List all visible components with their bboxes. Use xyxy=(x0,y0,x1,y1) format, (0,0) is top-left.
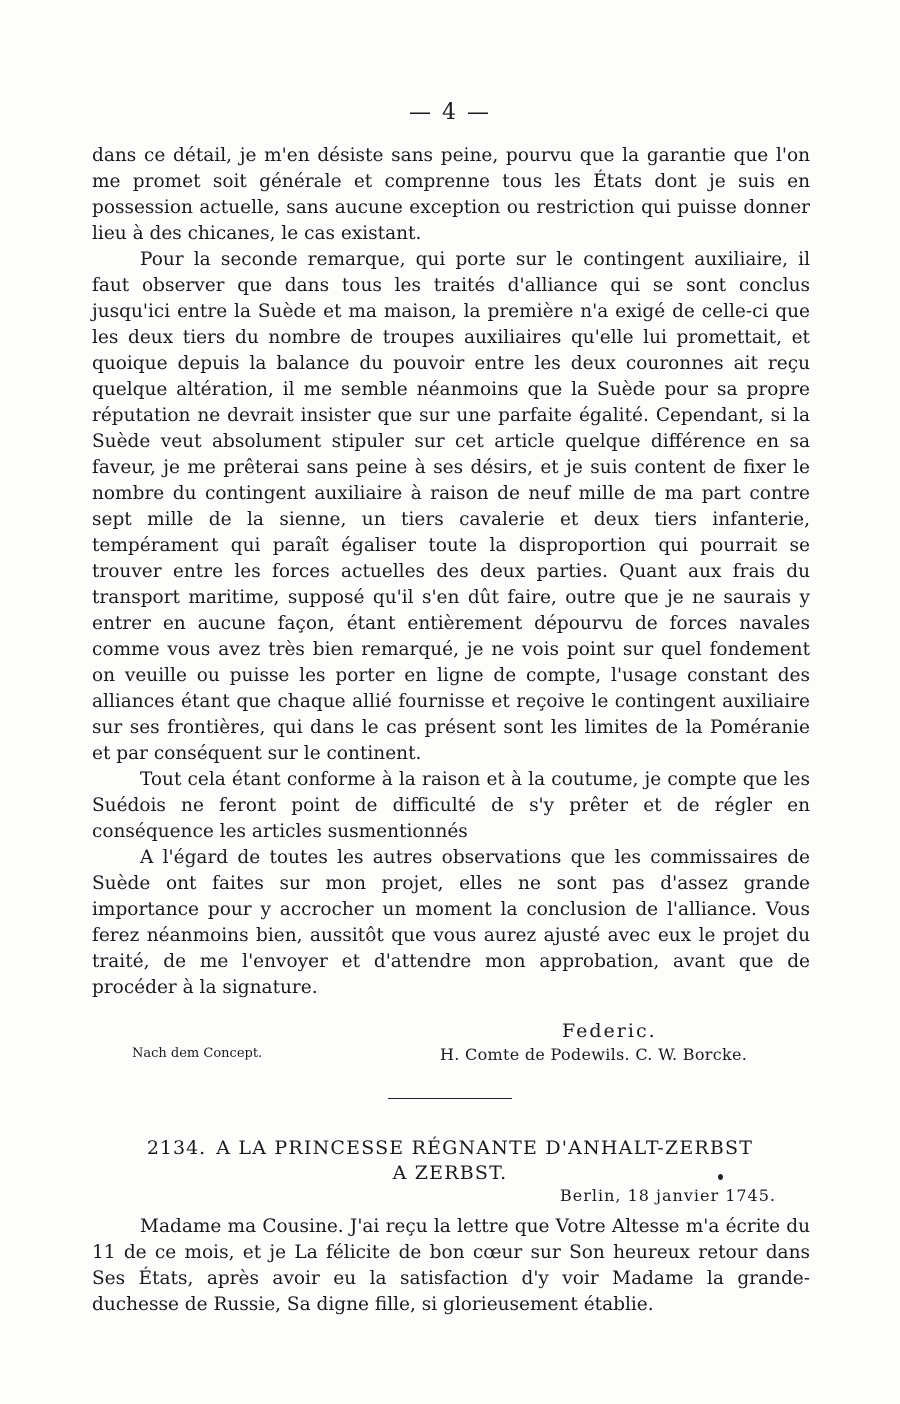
letter-continuation-text xyxy=(92,143,810,1001)
paragraph: A l'égard de toutes les autres observations que les commissaires de Suède ont faites sur mon projet, elles ne sont pas d'assez grande importance pour y accrocher un moment la conclusion de l'alliance. Vous ferez néanmoins bien, aussitôt que vous aurez ajusté avec eux le projet du traité, de me l'envoyer et d'attendre mon approbation, avant que de procéder à la signature. xyxy=(92,847,810,998)
letter-number: 2134. xyxy=(146,1137,207,1159)
page-number: — 4 — xyxy=(409,100,491,125)
source-note: Nach dem Concept. xyxy=(132,1046,263,1061)
letter-destination: A ZERBST. xyxy=(392,1162,508,1184)
letter-body-text xyxy=(92,1214,810,1318)
paragraph: Tout cela étant conforme à la raison et à la coutume, je compte que les Suédois ne feront point de difficulté de s'y prêter et de régler en conséquence les articles susmentionnés xyxy=(92,769,810,842)
paragraph: Madame ma Cousine. J'ai reçu la lettre que Votre Altesse m'a écrite du 11 de ce mois, et je La félicite de bon cœur sur Son heureux retour dans Ses États, après avoir eu la satisfaction d'y voir Madame la grande-duchesse de Russie, Sa digne fille, si glorieusement établie. xyxy=(92,1216,810,1315)
section-divider xyxy=(388,1098,512,1099)
letter-recipient: A LA PRINCESSE RÉGNANTE D'ANHALT-ZERBST xyxy=(216,1137,754,1159)
ink-mark xyxy=(718,1174,723,1180)
letter-date: Berlin, 18 janvier 1745. xyxy=(560,1186,776,1205)
signature-name: Federic. xyxy=(562,1020,657,1042)
letter-heading xyxy=(100,1136,800,1186)
countersignatures: H. Comte de Podewils. C. W. Borcke. xyxy=(440,1045,748,1064)
paragraph: Pour la seconde remarque, qui porte sur le contingent auxiliaire, il faut observer que dans tous les traités d'alliance qui se sont conclus jusqu'ici entre la Suède et ma maison, la première n'a exigé de celle-ci que les deux tiers du nombre de troupes auxiliaires qu'elle lui promettait, et quoique depuis la balance du pouvoir entre les deux couronnes ait reçu quelque altération, il me semble néanmoins que la Suède pour sa propre réputation ne devrait insister que sur une parfaite égalité. Cependant, si la Suède veut absolument stipuler sur cet article quelque différence en sa faveur, je me prêterai sans peine à ses désirs, et je suis content de fixer le nombre du contingent auxiliaire à raison de neuf mille de ma part contre sept mille de la sienne, un tiers cavalerie et deux tiers infanterie, tempérament qui paraît égaliser toute la disproportion qui pourrait se trouver entre les forces actuelles des deux parties. Quant aux frais du transport maritime, supposé qu'il s'en dût faire, outre que je ne saurais y entrer en aucune façon, étant entièrement dépourvu de forces navales comme vous avez très bien remarqué, je ne vois point sur quel fondement on veuille ou puisse les porter en ligne de compte, l'usage constant des alliances étant que chaque allié fournisse et reçoive le contingent auxiliaire sur ses frontières, qui dans le cas présent sont les limites de la Poméranie et par conséquent sur le continent. xyxy=(92,249,810,764)
paragraph: dans ce détail, je m'en désiste sans peine, pourvu que la garantie que l'on me promet soit générale et comprenne tous les États dont je suis en possession actuelle, sans aucune exception ou restriction qui puisse donner lieu à des chicanes, le cas existant. xyxy=(92,145,810,244)
